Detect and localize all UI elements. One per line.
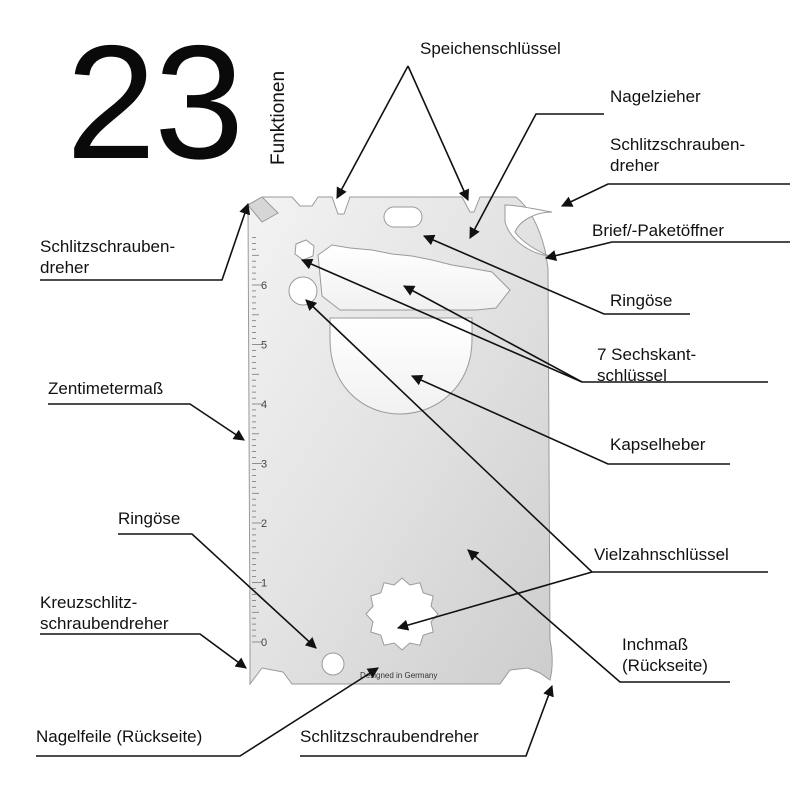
label-kreuzschlitz — [40, 592, 169, 634]
leader-brief — [546, 242, 790, 258]
ring-eyelet-top — [384, 207, 422, 227]
label-speichenschluessel: Speichenschlüssel — [420, 39, 561, 58]
leader-schlitz-top-right — [562, 184, 790, 206]
label-schlitz-top-right — [610, 134, 745, 176]
label-ringoese-right: Ringöse — [610, 291, 673, 310]
label-line: schlüssel — [597, 366, 667, 385]
leader-zentimeter — [48, 404, 244, 440]
label-line: dreher — [40, 258, 90, 277]
label-zentimetermass: Zentimetermaß — [48, 379, 164, 398]
ruler-tick-label: 1 — [261, 577, 268, 590]
function-count-word: Funktionen — [268, 70, 289, 165]
ruler-tick-label: 6 — [261, 280, 268, 292]
label-schlitz-bottom: Schlitzschraubendreher — [300, 727, 479, 746]
ruler-tick-label: 4 — [261, 399, 268, 411]
label-brief-paketoeffner: Brief/-Paketöffner — [592, 221, 724, 240]
label-line: dreher — [610, 156, 660, 175]
label-line: Kreuzschlitz- — [40, 593, 138, 612]
label-ringoese-left: Ringöse — [118, 509, 181, 528]
label-kapselheber: Kapselheber — [610, 435, 706, 454]
label-inchmass — [622, 634, 708, 676]
ruler-tick-label: 3 — [261, 458, 268, 471]
label-line: schraubendreher — [40, 614, 169, 633]
label-line: (Rückseite) — [622, 656, 708, 675]
ring-eyelet-bottom — [322, 653, 344, 675]
label-nagelzieher: Nagelzieher — [610, 87, 701, 106]
label-line: Inchmaß — [622, 635, 689, 654]
label-nagelfeile: Nagelfeile (Rückseite) — [36, 727, 203, 746]
label-line: Schlitzschrauben- — [610, 135, 746, 154]
label-vielzahnschluessel: Vielzahnschlüssel — [594, 545, 729, 564]
ruler-tick-label: 0 — [261, 637, 268, 649]
ruler-tick-label: 5 — [261, 339, 268, 352]
label-line: Schlitzschrauben- — [40, 237, 176, 256]
ruler-tick-label: 2 — [261, 518, 268, 530]
label-line: 7 Sechskant- — [597, 345, 697, 364]
label-schlitz-left — [40, 236, 175, 278]
leader-speichen-right — [408, 66, 468, 200]
card-imprint: Designed in Germany — [360, 671, 438, 680]
leader-kreuzschlitz — [40, 634, 246, 668]
gear-hole-top — [289, 277, 317, 305]
leader-speichen-left — [337, 66, 408, 198]
function-count: 23 — [66, 12, 243, 193]
label-sechskant — [597, 344, 696, 386]
